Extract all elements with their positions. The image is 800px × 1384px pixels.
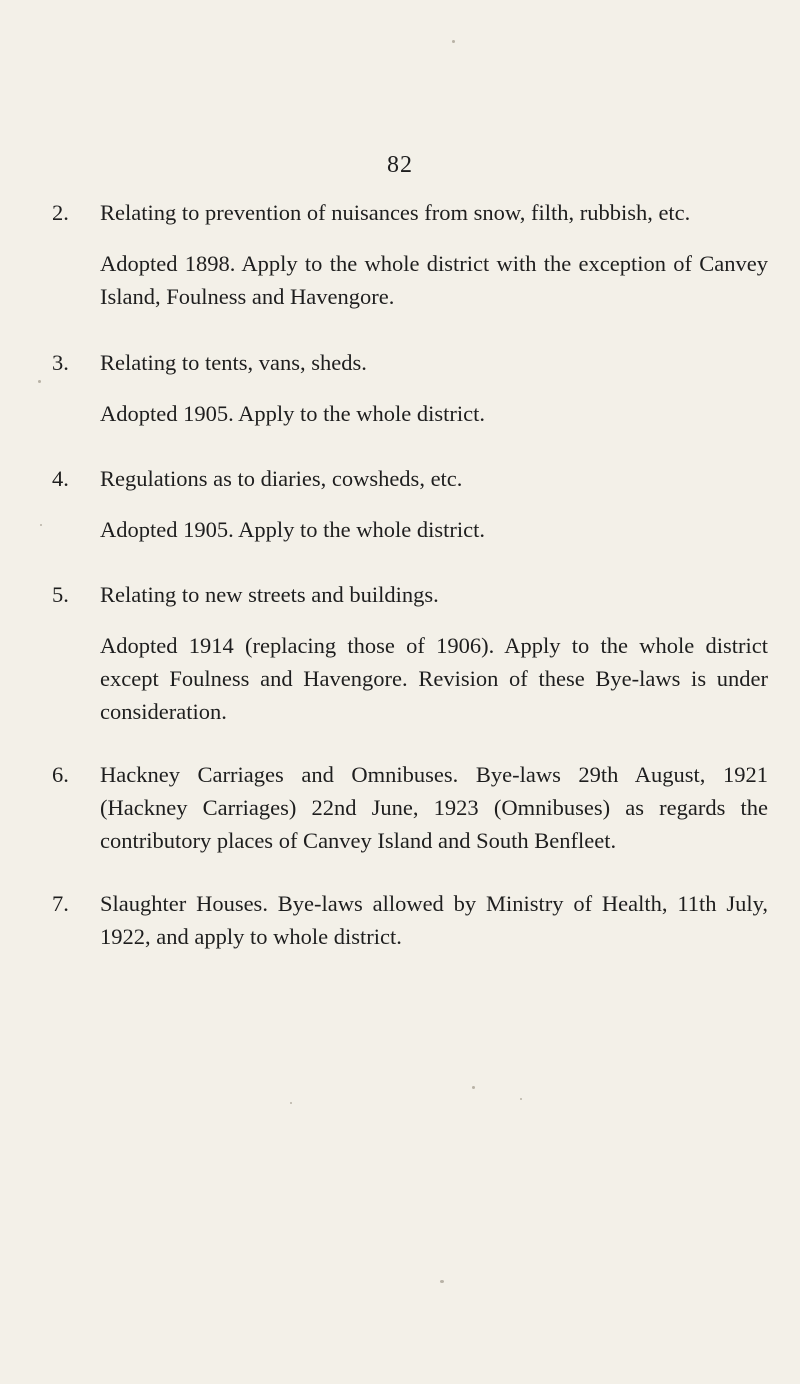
entry-number: 4. — [52, 466, 69, 491]
entry-detail: Adopted 1905. Apply to the whole district. — [100, 517, 485, 542]
entry-title: Relating to tents, vans, sheds. — [100, 350, 367, 375]
entry-number: 5. — [52, 582, 69, 607]
entry-5 — [52, 578, 768, 728]
entry-3 — [52, 346, 768, 430]
paper-speck — [452, 40, 455, 43]
paper-speck — [472, 1086, 475, 1089]
paper-speck — [440, 1280, 444, 1283]
paper-speck — [290, 1102, 292, 1104]
page-number: 82 — [387, 152, 413, 178]
paper-speck — [38, 380, 41, 383]
entry-detail: Adopted 1914 (replacing those of 1906). Apply to the whole district except Foulness and Havengore. Revision of these Bye-laws is under consideration. — [100, 633, 768, 724]
entry-title: Hackney Carriages and Omnibuses. Bye-laws 29th August, 1921 (Hackney Carriages) 22nd June, 1923 (Omnibuses) as regards the contributory places of Canvey Island and South Benfleet. — [100, 762, 768, 853]
paper-speck — [40, 524, 42, 526]
paper-speck — [520, 1098, 522, 1100]
entry-title: Relating to prevention of nuisances from snow, filth, rubbish, etc. — [100, 200, 691, 225]
entry-number: 6. — [52, 762, 69, 787]
entry-detail: Adopted 1905. Apply to the whole district. — [100, 401, 485, 426]
entry-title: Slaughter Houses. Bye-laws allowed by Ministry of Health, 11th July, 1922, and apply to whole district. — [100, 891, 768, 949]
entry-4 — [52, 462, 768, 546]
entry-number: 3. — [52, 350, 69, 375]
entry-number: 2. — [52, 200, 69, 225]
entry-detail: Adopted 1898. Apply to the whole district with the exception of Canvey Island, Foulness and Havengore. — [100, 251, 768, 309]
entry-number: 7. — [52, 891, 69, 916]
entry-6 — [52, 758, 768, 857]
entry-title: Relating to new streets and buildings. — [100, 582, 439, 607]
entry-title: Regulations as to diaries, cowsheds, etc. — [100, 466, 463, 491]
bye-laws-list — [52, 196, 768, 953]
entry-7 — [52, 887, 768, 953]
entry-2 — [52, 196, 768, 313]
